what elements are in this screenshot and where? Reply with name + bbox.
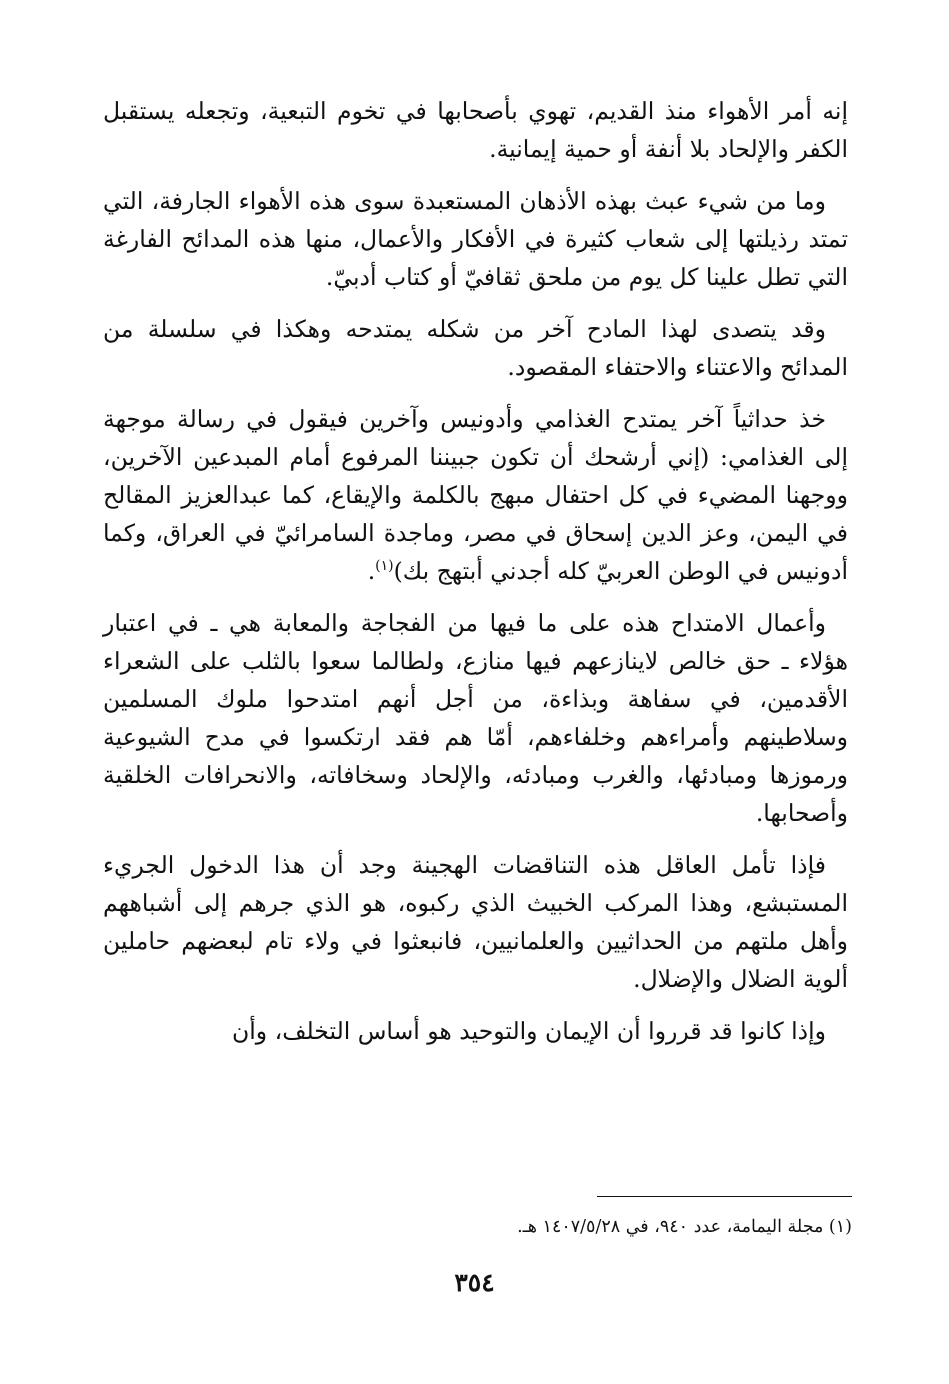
paragraph-4-text: خذ حداثياً آخر يمتدح الغذامي وأدونيس وآخرين فيقول في رسالة موجهة إلى الغذامي: (إني أرشحك أن تكون جبيننا المرفوع أمام المبدعين الآخرين، ووجهنا المضيء في كل احتفال مبهج بالكلمة والإيقاع، كما عبدالعزيز المقالح في اليمن، وعز الدين إسحاق في مصر، وماجدة السامرائيّ في العراق، وكما أدونيس في الوطن العربيّ كله أجدني أبتهج بك) xyxy=(103,405,848,585)
paragraph-2: وما من شيء عبث بهذه الأذهان المستعبدة سوى هذه الأهواء الجارفة، التي تمتد رذيلتها إلى شعاب كثيرة في الأفكار والأعمال، منها هذه المدائح الفارغة التي تطل علينا كل يوم من ملحق ثقافيّ أو كتاب أدبيّ. xyxy=(103,187,848,291)
paragraph-7: وإذا كانوا قد قرروا أن الإيمان والتوحيد هو أساس التخلف، وأن xyxy=(232,1017,826,1045)
page-number: ٣٥٤ xyxy=(454,1268,495,1297)
paragraph-6: فإذا تأمل العاقل هذه التناقضات الهجينة وجد أن هذا الدخول الجريء المستبشع، وهذا المركب الخبيث الذي ركبوه، هو الذي جرهم إلى أشباههم وأهل ملتهم من الحداثيين والعلمانيين، فانبعثوا في ولاء تام لبعضهم حاملين ألوية الضلال والإضلال. xyxy=(103,851,848,993)
footnote-divider xyxy=(597,1196,852,1197)
paragraph-4 xyxy=(103,400,848,590)
footnote: (١) مجلة اليمامة، عدد ٩٤٠، في ١٤٠٧/٥/٢٨ هـ. xyxy=(517,1217,852,1237)
footnote-reference: (١) xyxy=(375,558,394,575)
paragraph-3: وقد يتصدى لهذا المادح آخر من شكله يمتدحه وهكذا في سلسلة من المدائح والاعتناء والاحتفاء المقصود. xyxy=(103,315,848,381)
paragraph-1: إنه أمر الأهواء منذ القديم، تهوي بأصحابها في تخوم التبعية، وتجعله يستقبل الكفر والإلحاد بلا أنفة أو حمية إيمانية. xyxy=(103,97,848,163)
body-text xyxy=(103,92,848,1064)
paragraph-5: وأعمال الامتداح هذه على ما فيها من الفجاجة والمعابة هي ـ في اعتبار هؤلاء ـ حق خالص لاينازعهم فيها منازع، ولطالما سعوا بالثلب على الشعراء الأقدمين، في سفاهة وبذاءة، من أجل أنهم امتدحوا ملوك المسلمين وسلاطينهم وأمراءهم وخلفاءهم، أمّا هم فقد ارتكسوا في مدح الشيوعية ورموزها ومبادئها، والغرب ومبادئه، والإلحاد وسخافاته، والانحرافات الخلقية وأصحابها. xyxy=(103,609,848,827)
paragraph-4-end: . xyxy=(367,557,376,585)
